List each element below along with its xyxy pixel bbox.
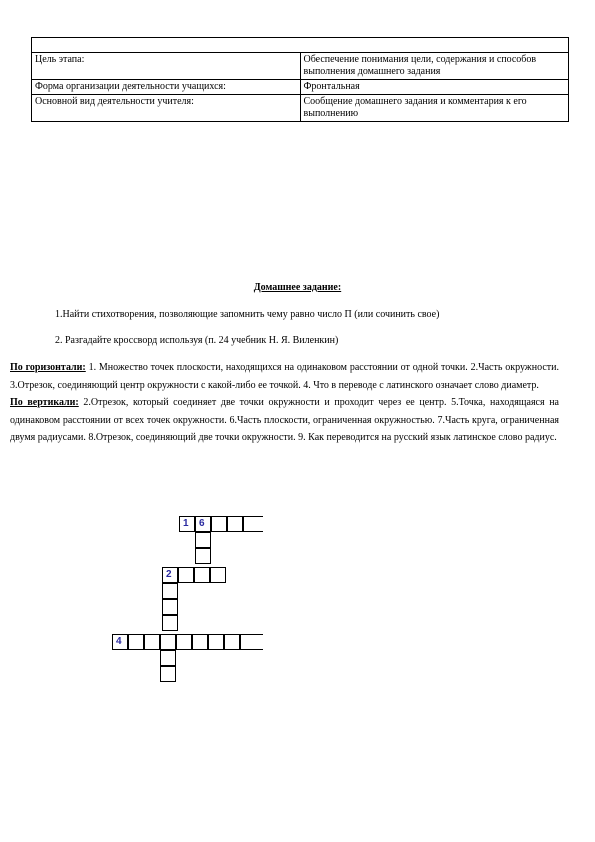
crossword-cell[interactable]: [160, 650, 176, 666]
crossword-cell[interactable]: [160, 666, 176, 682]
crossword-cell[interactable]: [224, 634, 240, 650]
table-row: [32, 53, 569, 80]
table-value: Обеспечение понимания цели, содержания и способов выполнения домашнего задания: [300, 53, 569, 80]
crossword-cell[interactable]: [162, 599, 178, 615]
crossword-clues: [10, 359, 559, 447]
crossword-cell[interactable]: [178, 567, 194, 583]
crossword-cell[interactable]: [208, 634, 224, 650]
crossword-cell[interactable]: [210, 567, 226, 583]
homework-task-1: 1.Найти стихотворения, позволяющие запомнить чему равно число П (или сочинить свое): [55, 309, 440, 320]
homework-task-2: 2. Разгадайте кроссворд используя (п. 24 учебник Н. Я. Виленкин): [55, 335, 339, 346]
clue-number: 6: [199, 518, 205, 529]
vertical-clues-text: 2.Отрезок, который соединяет две точки окружности и проходит через ее центр. 5.Точка, находящаяся на одинаковом расстоянии от всех точек окружности. 6.Часть плоскости, ограниченная окружностью. 7.Часть круга, ограниченная двумя радиусами. 8.Отрезок, соединяющий две точки окружности. 9. Как переводится на русский язык латинское слово радиус.: [10, 397, 559, 443]
crossword-cell[interactable]: [179, 516, 195, 532]
crossword-cell[interactable]: [162, 615, 178, 631]
clue-number: 4: [116, 636, 122, 647]
horizontal-clues-label: По горизонтали:: [10, 362, 86, 373]
crossword-cell[interactable]: [243, 516, 263, 532]
crossword-cell[interactable]: [128, 634, 144, 650]
table-label: Цель этапа:: [32, 53, 301, 80]
crossword-cell[interactable]: [227, 516, 243, 532]
crossword-cell[interactable]: [176, 634, 192, 650]
table-label: Основной вид деятельности учителя:: [32, 95, 301, 122]
crossword-cell[interactable]: [195, 516, 211, 532]
crossword-cell[interactable]: [162, 567, 178, 583]
crossword-cell[interactable]: [211, 516, 227, 532]
table-row: [32, 95, 569, 122]
table-label: Форма организации деятельности учащихся:: [32, 80, 301, 95]
crossword-cell[interactable]: [160, 634, 176, 650]
crossword-cell[interactable]: [112, 634, 128, 650]
table-value: Сообщение домашнего задания и комментария к его выполнению: [300, 95, 569, 122]
homework-title: Домашнее задание:: [253, 282, 342, 293]
crossword-cell[interactable]: [194, 567, 210, 583]
clue-number: 1: [183, 518, 189, 529]
crossword-cell[interactable]: [240, 634, 263, 650]
crossword-cell[interactable]: [144, 634, 160, 650]
crossword-cell[interactable]: [195, 548, 211, 564]
lesson-stage-table: [31, 37, 569, 122]
vertical-clues-label: По вертикали:: [10, 397, 79, 408]
table-value: Фронтальная: [300, 80, 569, 95]
clue-number: 2: [166, 569, 172, 580]
crossword-cell[interactable]: [192, 634, 208, 650]
table-header-row: [32, 38, 569, 53]
table-row: [32, 80, 569, 95]
crossword-cell[interactable]: [195, 532, 211, 548]
horizontal-clues-text: 1. Множество точек плоскости, находящихся на одинаковом расстоянии от одной точки. 2.Часть окружности. 3.Отрезок, соединяющий центр окружности с какой-либо ее точкой. 4. Что в переводе с латинского означает слово диаметр.: [10, 362, 559, 391]
crossword-cell[interactable]: [162, 583, 178, 599]
